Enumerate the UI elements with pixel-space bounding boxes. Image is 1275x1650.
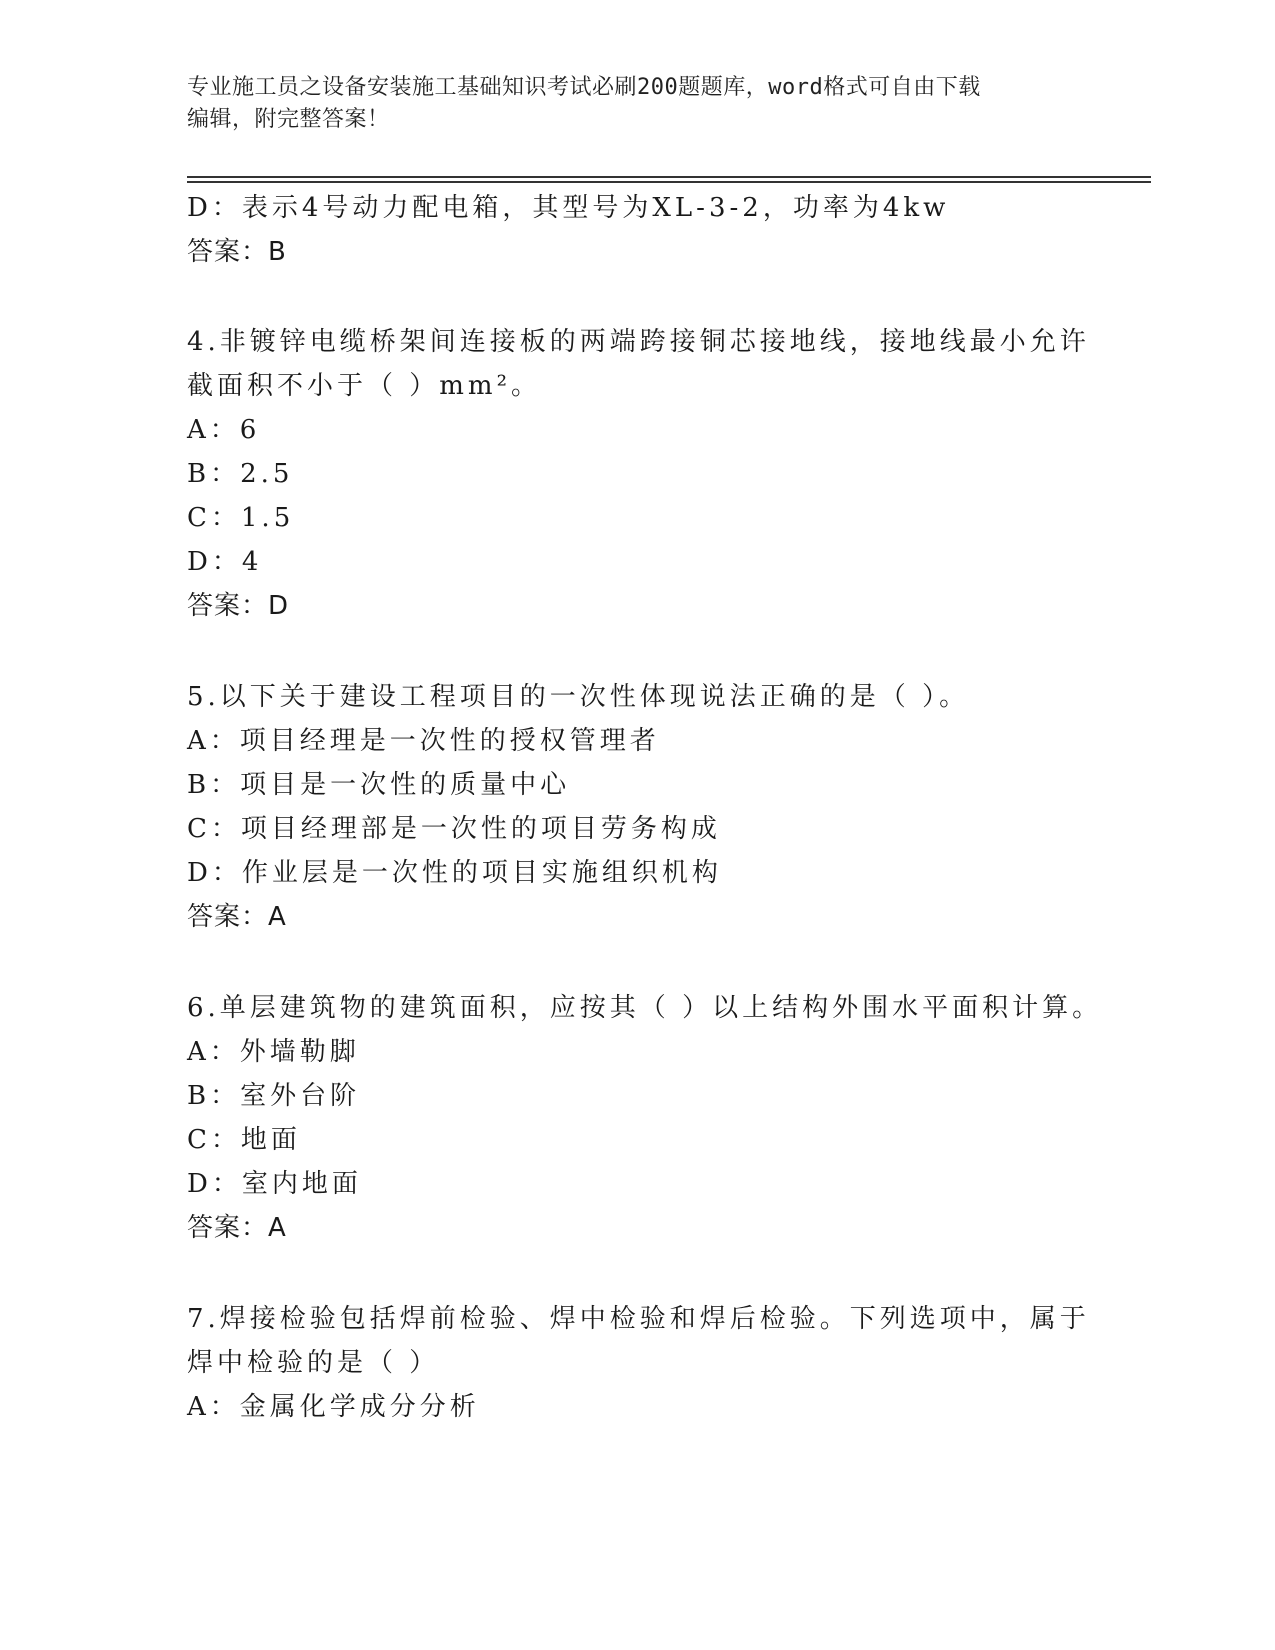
q3-option-d: D：表示4号动力配电箱，其型号为XL-3-2，功率为4kw <box>187 193 950 223</box>
header-divider-bottom <box>187 181 1151 183</box>
q7-stem-line-1: 7.焊接检验包括焊前检验、焊中检验和焊后检验。下列选项中，属于 <box>187 1304 1090 1334</box>
q4-stem-line-2: 截面积不小于（ ）mm²。 <box>187 371 541 401</box>
q5-option-a: A：项目经理是一次性的授权管理者 <box>187 726 660 756</box>
header-divider-top <box>187 176 1151 178</box>
q7-stem-line-2: 焊中检验的是（ ） <box>187 1348 440 1378</box>
q6-answer: 答案：A <box>187 1213 287 1243</box>
q5-answer: 答案：A <box>187 902 287 932</box>
q6-option-d: D：室内地面 <box>187 1169 362 1199</box>
q6-option-c: C：地面 <box>187 1125 301 1155</box>
q6-option-b: B：室外台阶 <box>187 1081 361 1111</box>
header-line-1: 专业施工员之设备安装施工基础知识考试必刷200题题库，word格式可自由下载 <box>187 75 981 100</box>
q3-answer: 答案：B <box>187 237 287 267</box>
q6-stem: 6.单层建筑物的建筑面积，应按其（ ）以上结构外围水平面积计算。 <box>187 993 1103 1023</box>
q7-option-a: A：金属化学成分分析 <box>187 1392 480 1422</box>
q4-option-d: D：4 <box>187 547 263 577</box>
q5-option-c: C：项目经理部是一次性的项目劳务构成 <box>187 814 721 844</box>
q4-option-a: A：6 <box>187 415 261 445</box>
header-line-2: 编辑，附完整答案！ <box>187 107 390 132</box>
page-header <box>187 72 1087 136</box>
q6-option-a: A：外墙勒脚 <box>187 1037 360 1067</box>
q4-option-b: B：2.5 <box>187 459 294 489</box>
q5-option-b: B：项目是一次性的质量中心 <box>187 770 571 800</box>
q4-stem-line-1: 4.非镀锌电缆桥架间连接板的两端跨接铜芯接地线，接地线最小允许 <box>187 327 1090 357</box>
q5-option-d: D：作业层是一次性的项目实施组织机构 <box>187 858 722 888</box>
q4-answer: 答案：D <box>187 591 290 621</box>
q5-stem: 5.以下关于建设工程项目的一次性体现说法正确的是（ ）。 <box>187 682 970 712</box>
q4-option-c: C：1.5 <box>187 503 295 533</box>
